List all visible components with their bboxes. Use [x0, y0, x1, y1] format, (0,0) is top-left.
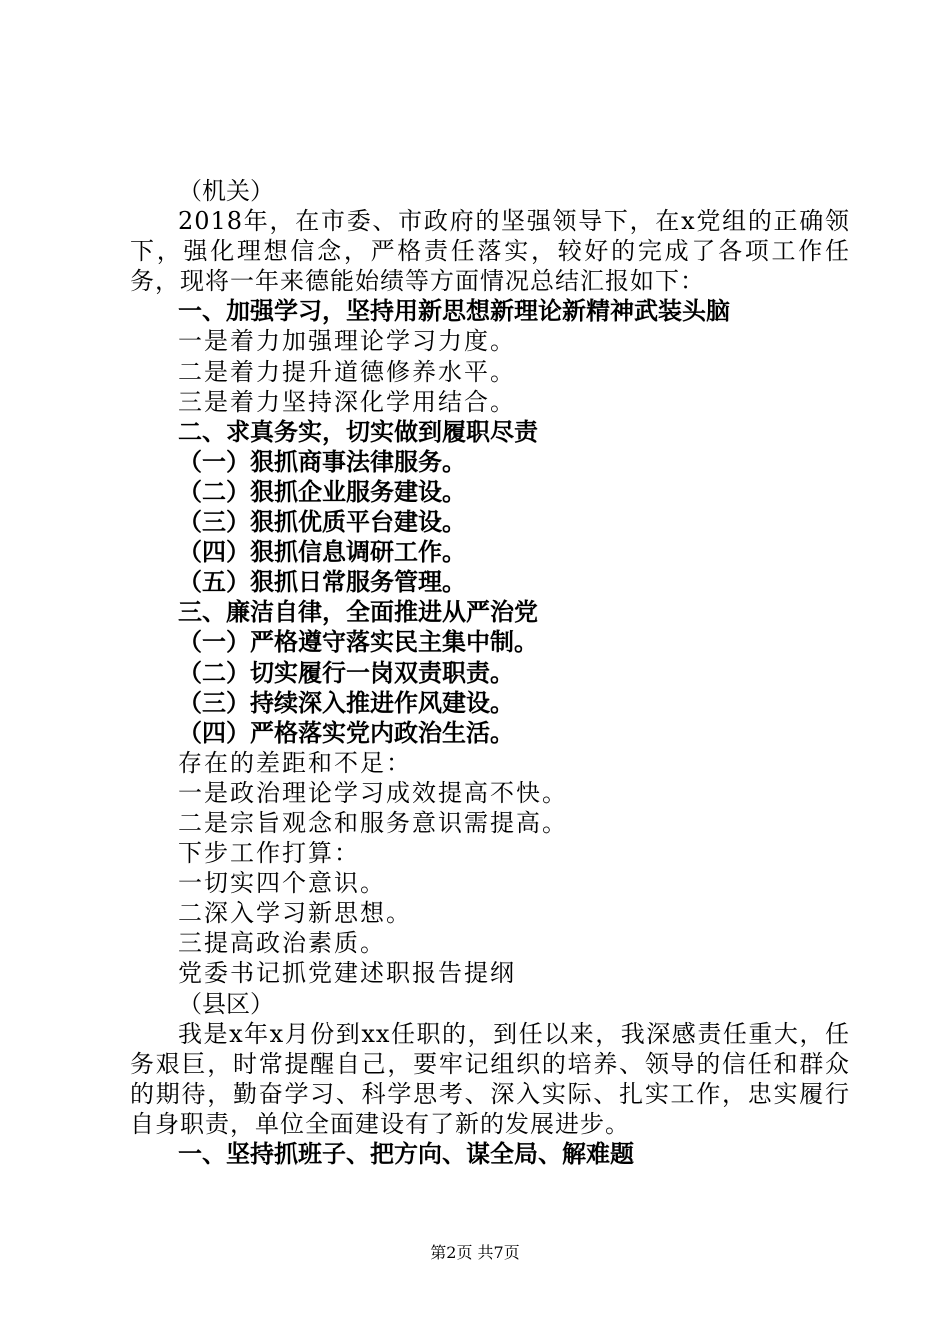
section-heading-3: 三、廉洁自律，全面推进从严治党: [178, 598, 538, 627]
plan-heading: 下步工作打算：: [178, 839, 360, 868]
list-item: 一切实四个意识。: [178, 869, 386, 898]
list-item: 一是着力加强理论学习力度。: [178, 327, 516, 356]
list-item: （三）狠抓优质平台建设。: [178, 508, 466, 537]
gaps-heading: 存在的差距和不足：: [178, 748, 412, 777]
list-item: （四）严格落实党内政治生活。: [178, 718, 514, 747]
list-item: （五）狠抓日常服务管理。: [178, 568, 466, 597]
list-item: 三提高政治素质。: [178, 929, 386, 958]
list-item: （一）严格遵守落实民主集中制。: [178, 628, 538, 657]
list-item: （二）狠抓企业服务建设。: [178, 477, 466, 506]
list-item: 二深入学习新思想。: [178, 899, 412, 928]
document-body: [130, 176, 850, 1169]
intro-paragraph: 2018年，在市委、市政府的坚强领导下，在x党组的正确领下，强化理想信念，严格责任落实，较好的完成了各项工作任务，现将一年来德能始绩等方面情况总结汇报如下：: [130, 207, 850, 296]
subtitle-organ: （机关）: [178, 177, 274, 205]
section-heading-4: 一、坚持抓班子、把方向、谋全局、解难题: [178, 1140, 634, 1168]
subtitle-county: （县区）: [178, 989, 274, 1018]
second-report-paragraph: 我是x年x月份到xx任职的，到任以来，我深感责任重大，任务艰巨，时常提醒自己，要牢记组织的培养、领导的信任和群众的期待，勤奋学习、科学思考、深入实际、扎实工作，忠实履行自身职责，单位全面建设有了新的发展进步。: [130, 1019, 850, 1138]
list-item: （四）狠抓信息调研工作。: [178, 538, 466, 567]
page-footer: 第2页 共7页: [430, 1243, 520, 1262]
second-report-title: 党委书记抓党建述职报告提纲: [178, 959, 516, 988]
list-item: 一是政治理论学习成效提高不快。: [178, 778, 568, 807]
list-item: （二）切实履行一岗双责职责。: [178, 658, 514, 687]
section-heading-2: 二、求真务实，切实做到履职尽责: [178, 417, 538, 446]
list-item: 二是宗旨观念和服务意识需提高。: [178, 808, 568, 837]
list-item: 二是着力提升道德修养水平。: [178, 357, 516, 386]
list-item: （三）持续深入推进作风建设。: [178, 688, 514, 717]
section-heading-1: 一、加强学习，坚持用新思想新理论新精神武装头脑: [178, 297, 730, 326]
list-item: 三是着力坚持深化学用结合。: [178, 387, 516, 416]
list-item: （一）狠抓商事法律服务。: [178, 447, 466, 476]
